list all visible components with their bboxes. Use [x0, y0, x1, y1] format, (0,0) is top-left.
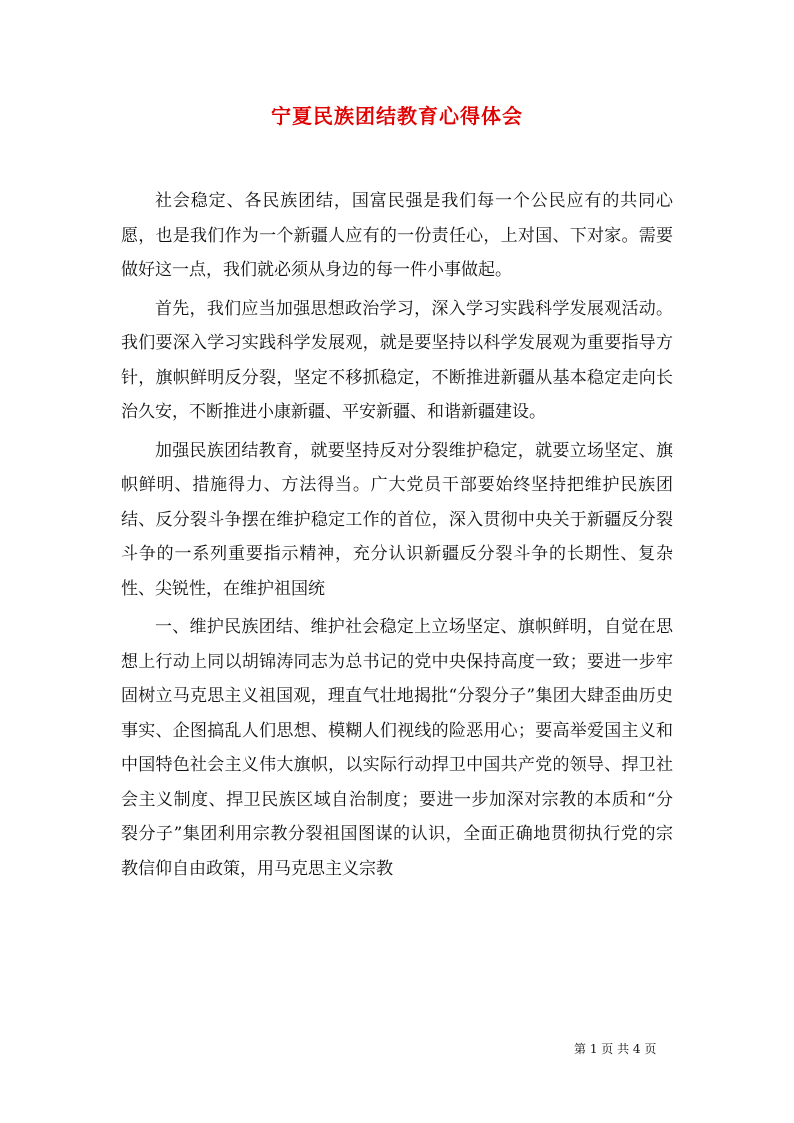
paragraph-4: 一、维护民族团结、维护社会稳定上立场坚定、旗帜鲜明，自觉在思想上行动上同以胡锦涛同志为总书记的党中央保持高度一致；要进一步牢固树立马克思主义祖国观，理直气壮地揭批“分裂分子”集团大肆歪曲历史事实、企图搞乱人们思想、模糊人们视线的险恶用心；要高举爱国主义和中国特色社会主义伟大旗帜，以实际行动捍卫中国共产党的领导、捍卫社会主义制度、捍卫民族区域自治制度；要进一步加深对宗教的本质和“分裂分子”集团利用宗教分裂祖国图谋的认识，全面正确地贯彻执行党的宗教信仰自由政策，用马克思主义宗教: [121, 617, 673, 879]
paragraph-1: 社会稳定、各民族团结，国富民强是我们每一个公民应有的共同心愿，也是我们作为一个新疆人应有的一份责任心，上对国、下对家。需要做好这一点，我们就必须从身边的每一件小事做起。: [121, 191, 673, 280]
document-body: [121, 184, 673, 890]
page-number: 第 1 页 共 4 页: [574, 1042, 657, 1056]
document-title: 宁夏民族团结教育心得体会: [271, 104, 523, 128]
paragraph-2: 首先，我们应当加强思想政治学习，深入学习实践科学发展观活动。我们要深入学习实践科学发展观，就是要坚持以科学发展观为重要指导方针，旗帜鲜明反分裂，坚定不移抓稳定，不断推进新疆从基本稳定走向长治久安，不断推进小康新疆、平安新疆、和谐新疆建设。: [121, 298, 673, 422]
paragraph-3: 加强民族团结教育，就要坚持反对分裂维护稳定，就要立场坚定、旗帜鲜明、措施得力、方法得当。广大党员干部要始终坚持把维护民族团结、反分裂斗争摆在维护稳定工作的首位，深入贯彻中央关于新疆反分裂斗争的一系列重要指示精神，充分认识新疆反分裂斗争的长期性、复杂性、尖锐性，在维护祖国统: [121, 440, 673, 599]
